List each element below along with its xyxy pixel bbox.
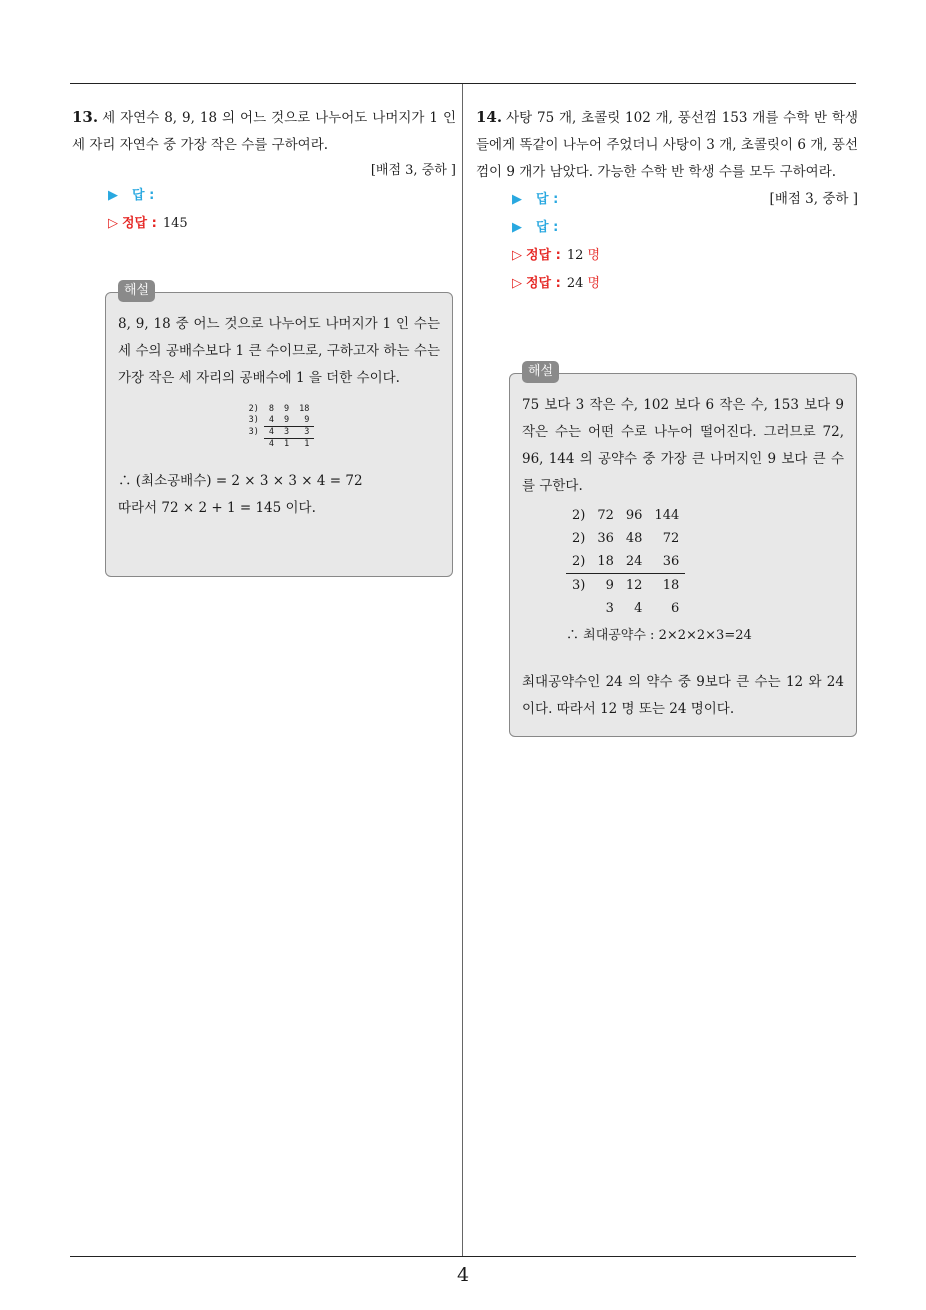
question-number: 14.: [476, 108, 503, 126]
answer-line[interactable]: ▶ 답 :: [512, 220, 559, 235]
division-row: 2) 36 48 72: [572, 531, 680, 546]
column-divider: [462, 84, 463, 1256]
explanation-box-14: [509, 364, 857, 737]
question-14: [476, 104, 858, 298]
correct-answer: ▷ 정답 : 24 명: [512, 276, 601, 291]
division-table: [244, 404, 315, 450]
explanation-box-13: [105, 283, 453, 577]
division-row: 4 1 1: [268, 439, 310, 449]
division-row: 2) 8 9 18: [248, 404, 310, 414]
division-row: 3) 9 12 18: [572, 578, 680, 593]
explanation-tag: 해설: [118, 280, 155, 302]
answer-line[interactable]: ▶ 답 :: [108, 188, 155, 203]
page-number: 4: [456, 1264, 470, 1286]
conclusion-line: ∴ (최소공배수) = 2 × 3 × 3 × 4 = 72: [118, 473, 363, 489]
division-row: 2) 18 24 36: [566, 550, 685, 574]
division-row: 3) 4 3 3: [244, 427, 315, 439]
play-triangle-icon: ▶: [108, 188, 118, 203]
final-text: 최대공약수인 24 의 약수 중 9보다 큰 수는 12 와 24 이다. 따라서 12 명 또는 24 명이다.: [522, 674, 844, 717]
play-triangle-icon: ▶: [512, 192, 522, 207]
division-row: 3 4 6: [605, 601, 680, 616]
play-triangle-icon: ▶: [512, 220, 522, 235]
correct-answer: ▷ 정답 : 12 명: [512, 248, 601, 263]
question-13-text: 13. 세 자연수 8, 9, 18 의 어느 것으로 나누어도 나머지가 1 인 세 자리 자연수 중 가장 작은 수를 구하여라.: [72, 108, 456, 153]
outline-triangle-icon: ▷: [108, 216, 118, 231]
score-info: [배점 3, 중하 ]: [769, 191, 858, 207]
question-14-text: 14. 사탕 75 개, 초콜릿 102 개, 풍선껌 153 개를 수학 반 학생들에게 똑같이 나누어 주었더니 사탕이 3 개, 초콜릿이 6 개, 풍선껌이 9 개가 남았다. 가능한 수학 반 학생 수를 모두 구하여라. [배점 3, 중하 ]: [476, 104, 858, 186]
answer-line[interactable]: ▶ 답 :: [512, 192, 559, 207]
question-number: 13.: [72, 108, 99, 126]
question-13: [72, 104, 456, 238]
outline-triangle-icon: ▷: [512, 276, 522, 291]
division-row: 3) 4 9 9: [244, 415, 315, 427]
bottom-rule: [70, 1256, 856, 1257]
explanation-tag: 해설: [522, 361, 559, 383]
explanation-text: 8, 9, 18 중 어느 것으로 나누어도 나머지가 1 인 수는 세 수의 공배수보다 1 큰 수이므로, 구하고자 하는 수는 가장 작은 세 자리의 공배수에 1 을 더한 수이다.: [118, 316, 440, 386]
top-rule: [70, 83, 856, 84]
division-row: 2) 72 96 144: [572, 508, 680, 523]
gcd-line: ∴ 최대공약수 : 2×2×2×3=24: [566, 628, 752, 643]
explanation-text: 75 보다 3 작은 수, 102 보다 6 작은 수, 153 보다 9 작은 수는 어떤 수로 나누어 떨어진다. 그러므로 72, 96, 144 의 공약수 중 가장 큰 나머지인 9 보다 큰 수를 구한다.: [522, 397, 844, 494]
division-table: [566, 504, 685, 620]
outline-triangle-icon: ▷: [512, 248, 522, 263]
score-info: [배점 3, 중하 ]: [370, 163, 456, 178]
correct-answer: ▷ 정답 : 145: [108, 216, 188, 231]
conclusion-line: 따라서 72 × 2 + 1 = 145 이다.: [118, 500, 316, 516]
